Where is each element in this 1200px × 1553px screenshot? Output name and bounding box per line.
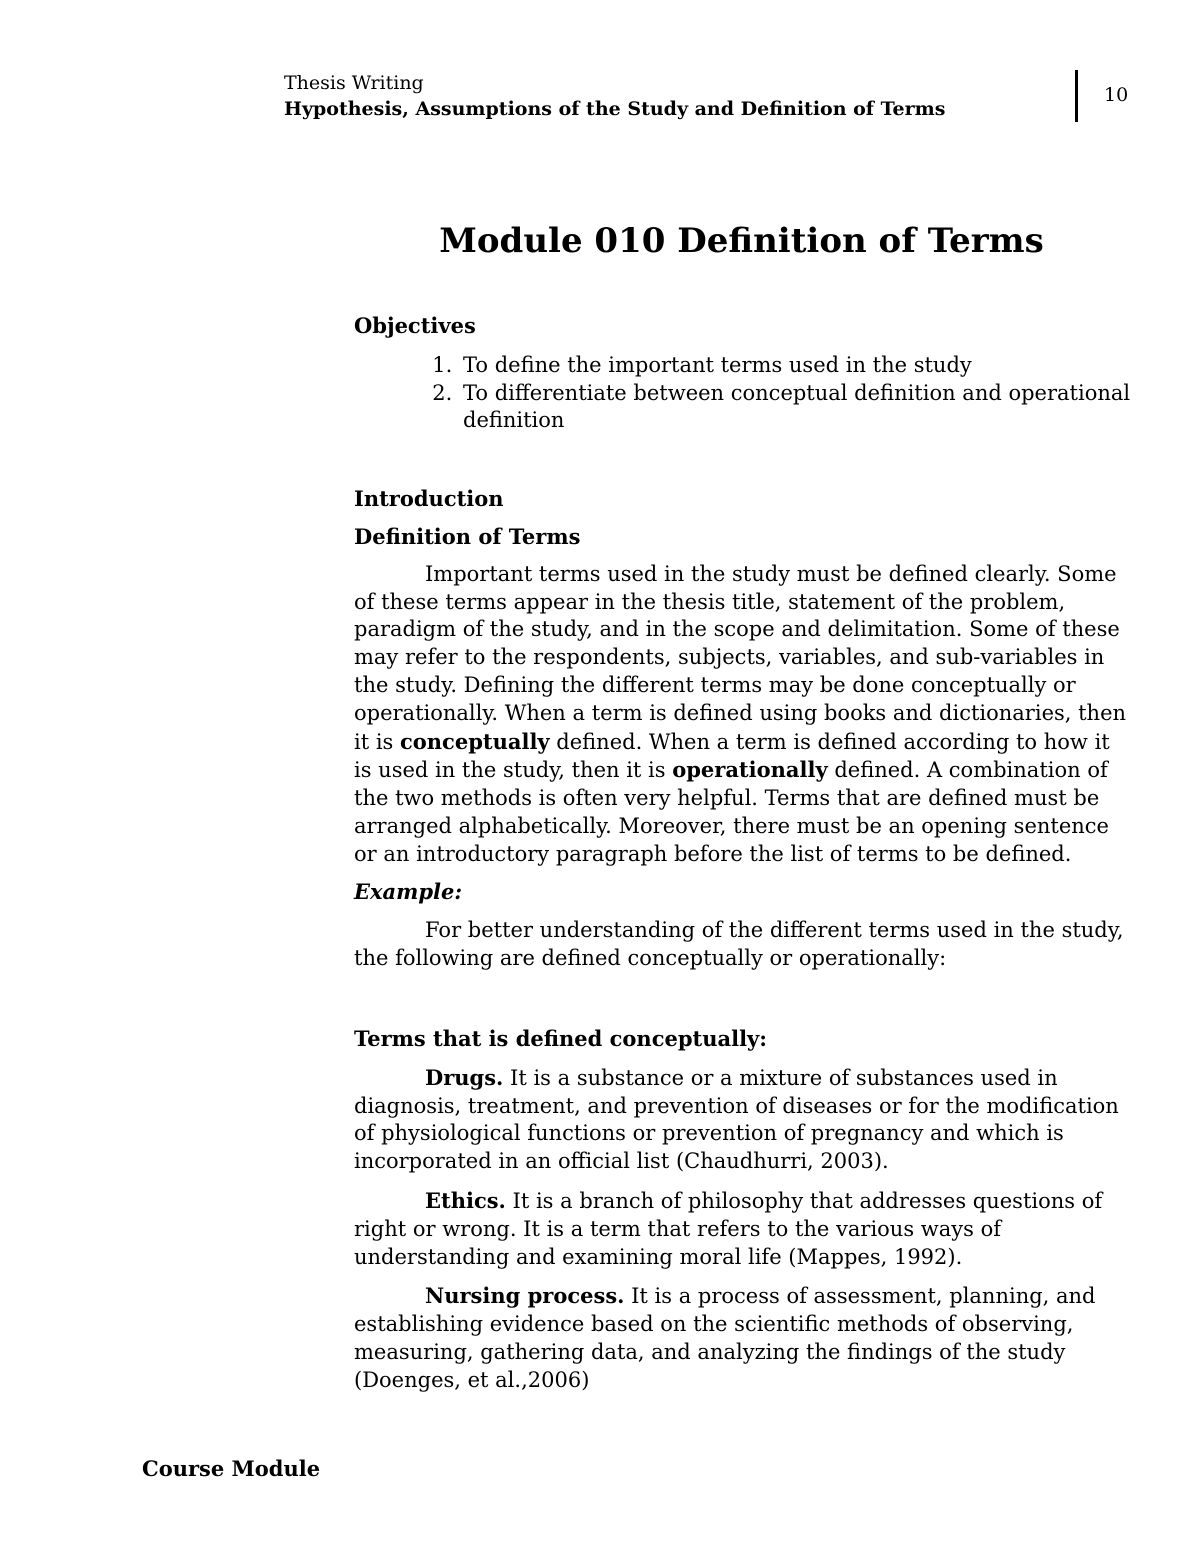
- term-entry: [354, 1064, 1132, 1176]
- conceptually-emphasis: conceptually: [400, 728, 550, 754]
- footer-label: Course Module: [142, 1456, 321, 1481]
- page-title: Module 010 Definition of Terms: [439, 221, 1044, 261]
- introduction-heading: Introduction: [354, 486, 504, 512]
- term-definition: It is a substance or a mixture of substances used in diagnosis, treatment, and prevention of diseases or for the modification of physiological functions or prevention of pregnancy and which is incorporated in an official list (Chaudhurri, 2003).: [354, 1065, 1119, 1174]
- objectives-heading: Objectives: [354, 313, 476, 338]
- header-course: Thesis Writing: [284, 72, 424, 94]
- example-paragraph: For better understanding of the different terms used in the study, the following are defined conceptually or operationally:: [354, 918, 1124, 971]
- operationally-emphasis: operationally: [672, 757, 828, 783]
- objective-item: 2. To differentiate between conceptual definition and operational definition: [459, 380, 1132, 436]
- example-label: Example:: [354, 878, 463, 904]
- page-number: 10: [1104, 84, 1129, 106]
- objective-item: 1. To define the important terms used in the study: [459, 352, 1132, 380]
- intro-text-3: defined. A combination of the two methods is often very helpful. Terms that are defined must be arranged alphabetically. Moreover, there must be an opening sentence or an introductory paragraph before the list of terms to be defined.: [354, 758, 1109, 866]
- term-entry: [354, 1187, 1132, 1271]
- header-topic: Hypothesis, Assumptions of the Study and Definition of Terms: [284, 98, 946, 120]
- conceptual-terms-heading: Terms that is defined conceptually:: [354, 1025, 768, 1051]
- objectives-list: [354, 352, 1132, 435]
- term-entry: [354, 1282, 1132, 1394]
- running-header: [284, 70, 945, 122]
- intro-paragraph: [354, 561, 1132, 869]
- term-definition: It is a process of assessment, planning, and establishing evidence based on the scientific methods of observing, measuring, gathering data, and analyzing the findings of the study (Doenges, et al.,2006): [354, 1284, 1096, 1392]
- definition-subheading: Definition of Terms: [354, 523, 581, 549]
- term-name: Ethics.: [425, 1187, 506, 1213]
- intro-text-1: Important terms used in the study must be defined clearly. Some of these terms appear in the thesis title, statement of the problem, paradigm of the study, and in the scope and delimitation. Some of these may refer to the respondents, subjects, variables, and sub-variables in the study. Defining the different terms may be done conceptually or operationally. When a term is defined using books and dictionaries, then it is: [354, 561, 1127, 754]
- term-name: Drugs.: [425, 1064, 504, 1090]
- term-definition: It is a branch of philosophy that addresses questions of right or wrong. It is a term that refers to the various ways of understanding and examining moral life (Mappes, 1992).: [354, 1188, 1103, 1269]
- term-name: Nursing process.: [425, 1283, 625, 1309]
- main-content: [354, 312, 1132, 1395]
- intro-text-2: defined. When a term is defined according to how it is used in the study, then it is: [354, 729, 1110, 783]
- header-divider: [1075, 70, 1078, 122]
